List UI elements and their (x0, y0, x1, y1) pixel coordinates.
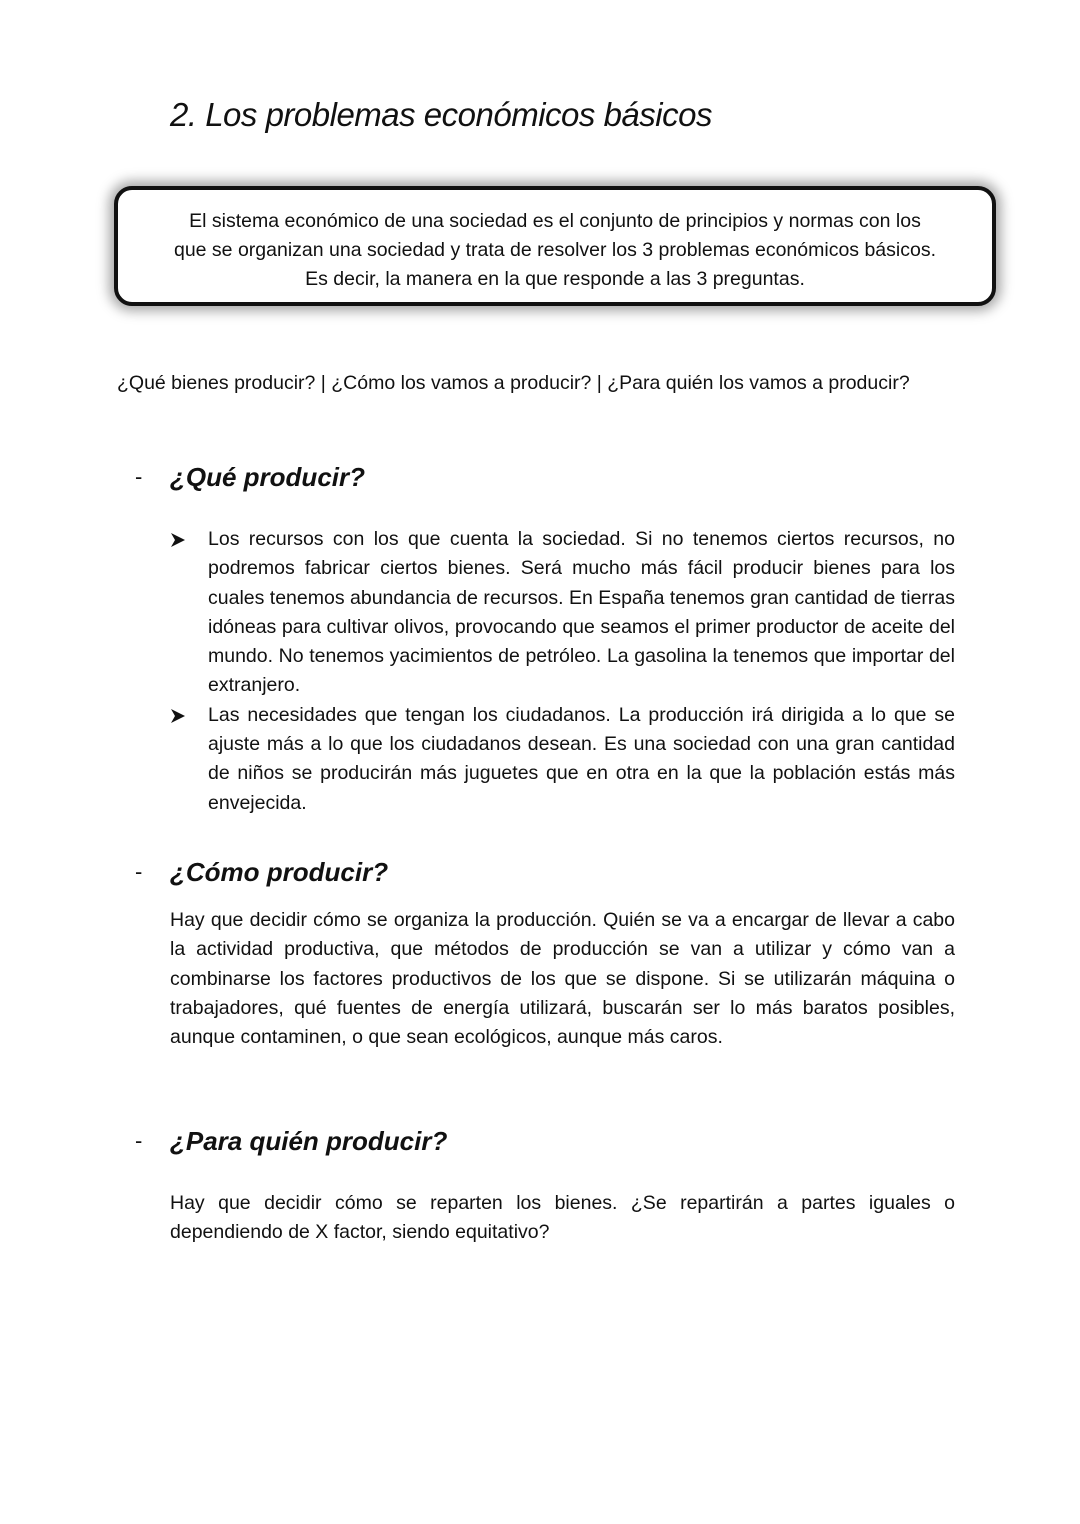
section-paragraph: Hay que decidir cómo se organiza la producción. Quién se va a encargar de llevar a cabo la actividad productiva, que métodos de producción se van a utilizar y cómo van a combinarse los factores productivos de los que se dispone. Si se utilizarán máquina o trabajadores, qué fuentes de energía utilizará, buscarán ser lo más baratos posibles, aunque contaminen, o que sean ecológicos, aunque más caros. (170, 909, 955, 1049)
dash-marker: - (135, 1128, 143, 1153)
bullet-text: Los recursos con los que cuenta la sociedad. Si no tenemos ciertos recursos, no podremos fabricar ciertos bienes. Será mucho más fácil producir bienes para los cuales tenemos abundancia de recursos. En España tenemos gran cantidad de tierras idóneas para cultivar olivos, provocando que seamos el primer productor de aceite del mundo. No tenemos yacimientos de petróleo. La gasolina la tenemos que importar del extranjero. (208, 528, 955, 697)
questions-line: ¿Qué bienes producir? | ¿Cómo los vamos a producir? | ¿Para quién los vamos a producir? (117, 372, 910, 394)
dash-marker: - (135, 859, 143, 884)
section-heading (0, 457, 1080, 497)
section-para-quien-producir (0, 1121, 1080, 1244)
list-item (170, 525, 955, 701)
dash-marker: - (135, 464, 143, 489)
definition-line: El sistema económico de una sociedad es el conjunto de principios y normas con los (189, 210, 921, 232)
section-title: ¿Para quién producir? (170, 1126, 448, 1156)
section-como-producir (0, 852, 1080, 1049)
section-heading (0, 852, 1080, 892)
list-item (170, 701, 955, 818)
section-paragraph: Hay que decidir cómo se reparten los bienes. ¿Se repartirán a partes iguales o dependiendo de X factor, siendo equitativo? (170, 1192, 955, 1244)
bullet-text: Las necesidades que tengan los ciudadanos. La producción irá dirigida a lo que se ajuste más a lo que los ciudadanos desean. Es una sociedad con una gran cantidad de niños se producirán más juguetes que en otra en la que la población estás más envejecida. (208, 703, 955, 814)
definition-box (114, 186, 996, 306)
page-title: 2. Los problemas económicos básicos (170, 96, 712, 133)
definition-line: Es decir, la manera en la que responde a las 3 preguntas. (305, 268, 805, 290)
arrow-bullet-icon (170, 708, 186, 724)
section-heading (0, 1121, 1080, 1161)
section-title: ¿Cómo producir? (170, 857, 389, 887)
bullet-list (170, 525, 955, 818)
section-title: ¿Qué producir? (170, 462, 365, 492)
arrow-bullet-icon (170, 532, 186, 548)
definition-line: que se organizan una sociedad y trata de resolver los 3 problemas económicos básicos. (173, 239, 936, 261)
section-que-producir (0, 457, 1080, 814)
